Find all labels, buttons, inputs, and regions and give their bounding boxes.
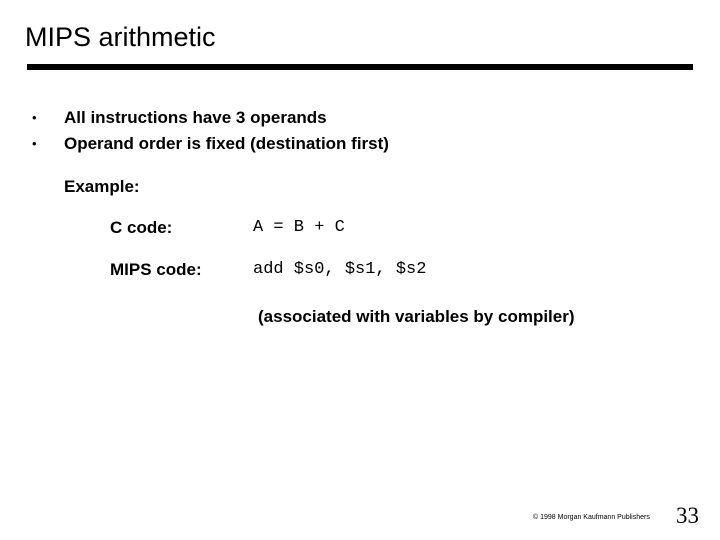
slide-title: MIPS arithmetic <box>25 22 216 52</box>
mips-code-label: MIPS code: <box>110 260 202 279</box>
c-code-value: A = B + C <box>253 218 345 237</box>
bullet-icon: • <box>32 110 37 125</box>
compiler-note: (associated with variables by compiler) <box>258 307 575 326</box>
bullet-text: Operand order is fixed (destination first) <box>64 134 389 153</box>
c-code-label: C code: <box>110 218 173 237</box>
mips-code-value: add $s0, $s1, $s2 <box>253 260 427 279</box>
bullet-icon: • <box>32 136 37 151</box>
bullet-text: All instructions have 3 operands <box>64 108 327 127</box>
copyright-notice: © 1998 Morgan Kaufmann Publishers <box>533 514 650 521</box>
title-divider <box>27 64 693 70</box>
page-number: 33 <box>676 503 699 528</box>
example-label: Example: <box>64 177 140 196</box>
